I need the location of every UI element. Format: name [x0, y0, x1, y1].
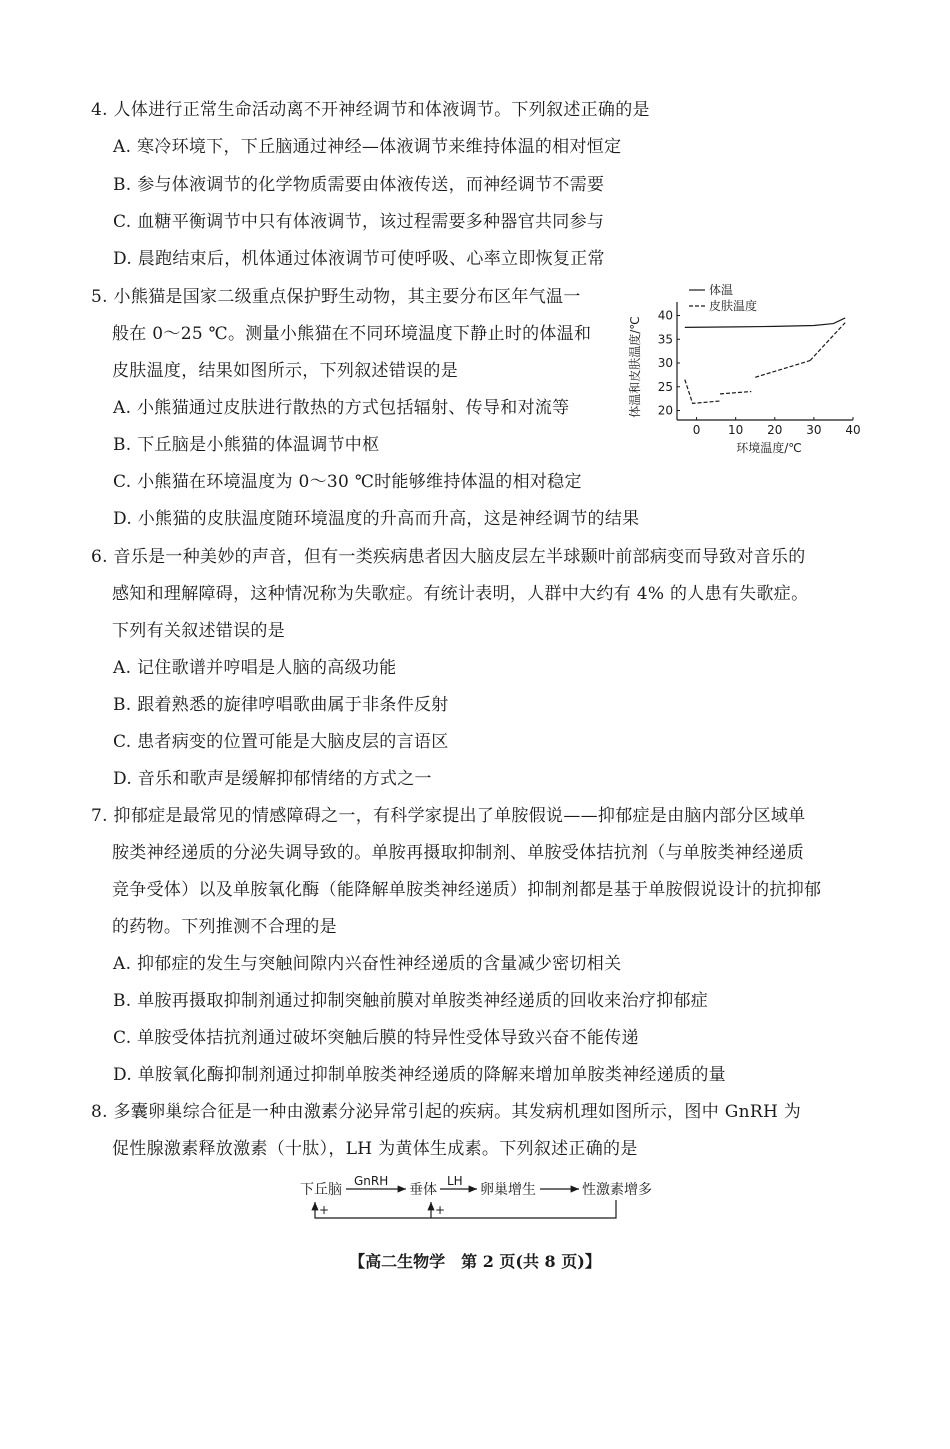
- feedback-plus-hypothalamus: +: [319, 1203, 330, 1217]
- q6-option-c: C. 患者病变的位置可能是大脑皮层的言语区: [113, 732, 449, 752]
- legend-label: 体温: [709, 283, 734, 297]
- y-tick-label: 40: [657, 308, 673, 323]
- series-skin-temp-line: [685, 380, 720, 404]
- x-tick-label: 10: [728, 423, 744, 437]
- q5-stem-line-1: 5. 小熊猫是国家二级重点保护野生动物，其主要分布区年气温一: [91, 287, 581, 307]
- q5-option-c: C. 小熊猫在环境温度为 0～30 ℃时能够维持体温的相对稳定: [113, 472, 582, 492]
- q7-option-d: D. 单胺氧化酶抑制剂通过抑制单胺类神经递质的降解来增加单胺类神经递质的量: [113, 1065, 726, 1085]
- q7-stem-line-2: 胺类神经递质的分泌失调导致的。单胺再摄取抑制剂、单胺受体拮抗剂（与单胺类神经递质: [112, 843, 804, 863]
- q4-option-d: D. 晨跑结束后，机体通过体液调节可使呼吸、心率立即恢复正常: [113, 249, 605, 269]
- q6-stem-line-1: 6. 音乐是一种美妙的声音，但有一类疾病患者因大脑皮层左半球颞叶前部病变而导致对音乐的: [91, 547, 806, 567]
- q6-option-d: D. 音乐和歌声是缓解抑郁情绪的方式之一: [113, 769, 432, 789]
- q6-stem-line-3: 下列有关叙述错误的是: [112, 621, 285, 641]
- y-tick-label: 35: [657, 332, 673, 347]
- pathogenesis-flow-diagram: [290, 1168, 670, 1224]
- x-tick-label: 30: [806, 423, 822, 437]
- q7-option-b: B. 单胺再摄取抑制剂通过抑制突触前膜对单胺类神经递质的回收来治疗抑郁症: [113, 991, 709, 1011]
- q4-option-b: B. 参与体液调节的化学物质需要由体液传送，而神经调节不需要: [113, 175, 605, 195]
- q5-stem-line-3: 皮肤温度，结果如图所示，下列叙述错误的是: [112, 361, 458, 381]
- feedback-line: [315, 1200, 616, 1218]
- x-axis-label: 环境温度/℃: [736, 441, 802, 455]
- x-tick-label: 0: [692, 423, 701, 437]
- q7-option-a: A. 抑郁症的发生与突触间隙内兴奋性神经递质的含量减少密切相关: [113, 954, 622, 974]
- q7-stem-line-1: 7. 抑郁症是最常见的情感障碍之一，有科学家提出了单胺假说——抑郁症是由脑内部分区域单: [91, 806, 806, 826]
- q7-stem-line-3: 竞争受体）以及单胺氧化酶（能降解单胺类神经递质）抑制剂都是基于单胺假说设计的抗抑郁: [112, 880, 822, 900]
- q4-stem: 4. 人体进行正常生命活动离不开神经调节和体液调节。下列叙述正确的是: [91, 100, 650, 120]
- y-axis-label: 体温和皮肤温度/℃: [628, 316, 642, 418]
- series-skin-temp-line: [720, 392, 751, 394]
- q5-option-a: A. 小熊猫通过皮肤进行散热的方式包括辐射、传导和对流等: [113, 398, 570, 418]
- q5-option-d: D. 小熊猫的皮肤温度随环境温度的升高而升高，这是神经调节的结果: [113, 509, 640, 529]
- series-skin-temp-line: [755, 361, 810, 378]
- node-hypothalamus: 下丘脑: [300, 1182, 342, 1198]
- node-sex-hormone-increase: 性激素增多: [582, 1182, 652, 1198]
- q6-option-a: A. 记住歌谱并哼唱是人脑的高级功能: [113, 658, 397, 678]
- arrow-label-gnrh: GnRH: [354, 1174, 389, 1188]
- y-tick-label: 30: [657, 356, 673, 370]
- q5-option-b: B. 下丘脑是小熊猫的体温调节中枢: [113, 435, 380, 455]
- y-tick-label: 20: [657, 403, 673, 418]
- q8-stem-line-1: 8. 多囊卵巢综合征是一种由激素分泌异常引起的疾病。其发病机理如图所示，图中 GnRH 为: [91, 1102, 802, 1122]
- page-footer: 【高二生物学 第 2 页(共 8 页)】: [349, 1252, 601, 1271]
- x-tick-label: 20: [767, 423, 783, 437]
- x-tick-label: 40: [845, 423, 861, 437]
- y-tick-label: 25: [657, 379, 673, 394]
- series-body-temp-line: [685, 318, 845, 328]
- node-pituitary: 垂体: [409, 1182, 437, 1198]
- temperature-chart: [625, 280, 865, 470]
- q6-option-b: B. 跟着熟悉的旋律哼唱歌曲属于非条件反射: [113, 695, 449, 715]
- q6-stem-line-2: 感知和理解障碍，这种情况称为失歌症。有统计表明，人群中大约有 4% 的人患有失歌症。: [112, 584, 809, 604]
- q4-option-c: C. 血糖平衡调节中只有体液调节，该过程需要多种器官共同参与: [113, 212, 605, 232]
- legend-label: 皮肤温度: [709, 299, 758, 313]
- q5-stem-line-2: 般在 0～25 ℃。测量小熊猫在不同环境温度下静止时的体温和: [112, 324, 592, 344]
- node-ovary-hyperplasia: 卵巢增生: [480, 1182, 536, 1198]
- q4-option-a: A. 寒冷环境下，下丘脑通过神经—体液调节来维持体温的相对恒定: [113, 137, 622, 157]
- arrow-label-lh: LH: [447, 1174, 463, 1188]
- q8-stem-line-2: 促性腺激素释放激素（十肽），LH 为黄体生成素。下列叙述正确的是: [112, 1139, 638, 1159]
- series-skin-temp-line: [810, 323, 845, 361]
- q7-stem-line-4: 的药物。下列推测不合理的是: [112, 917, 337, 937]
- q7-option-c: C. 单胺受体拮抗剂通过破坏突触后膜的特异性受体导致兴奋不能传递: [113, 1028, 639, 1048]
- feedback-plus-pituitary: +: [435, 1203, 446, 1217]
